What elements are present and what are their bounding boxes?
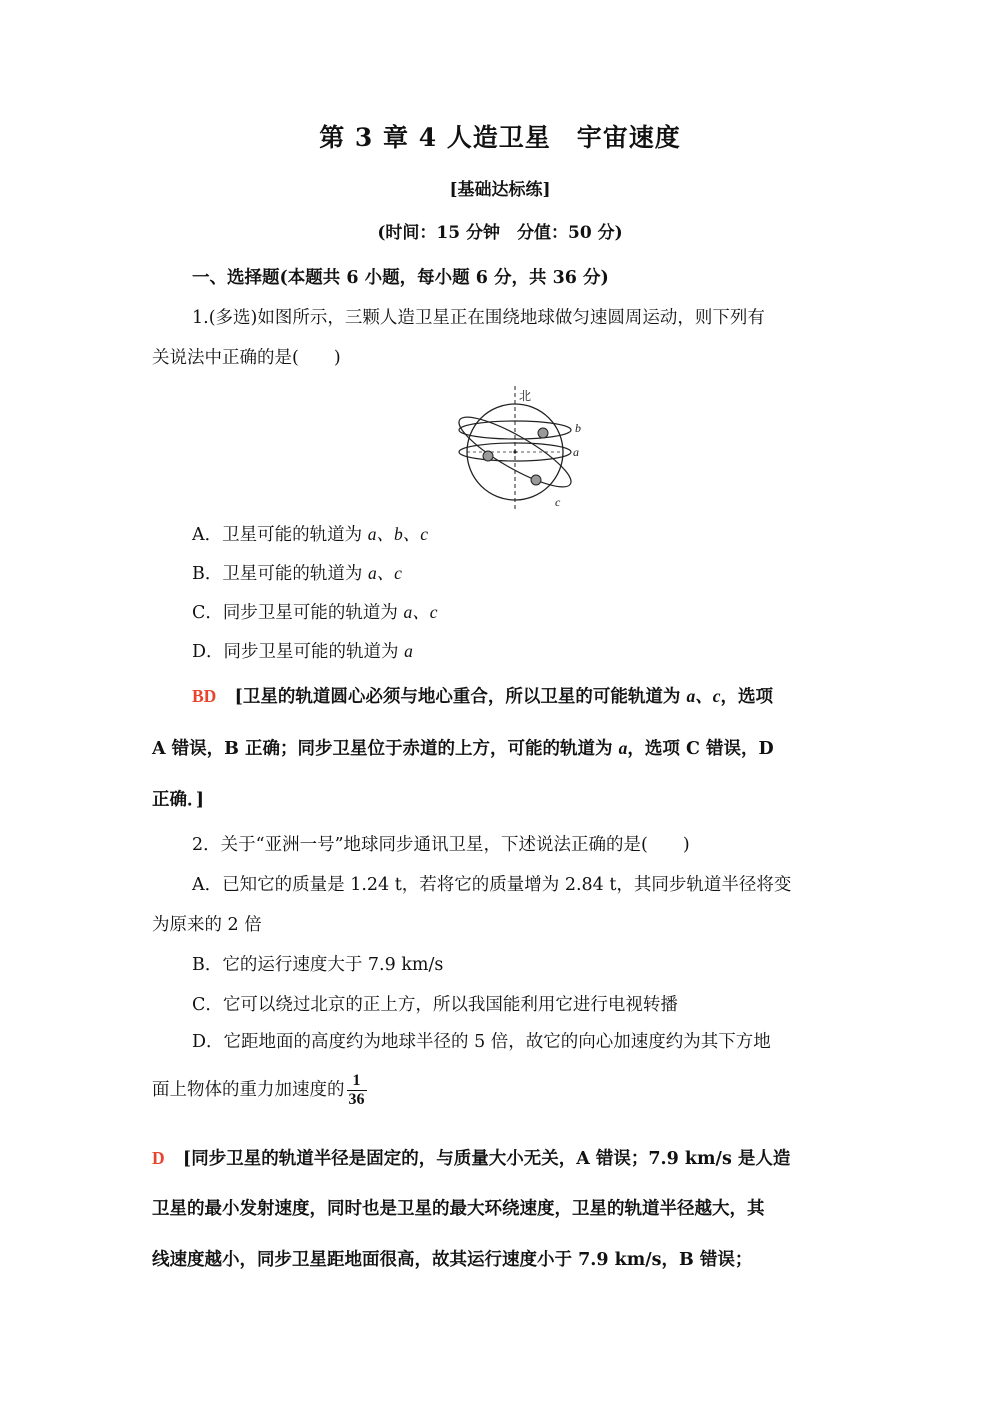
q2-stem: 2．关于“亚洲一号”地球同步通讯卫星，下述说法正确的是( ) [192,835,690,855]
q1-option-d: D．同步卫星可能的轨道为 a [192,641,413,662]
q1-answer-line3: 正确．] [152,790,205,810]
q1-option-c: C．同步卫星可能的轨道为 a、c [192,602,438,623]
q1-stem-line1: 1.(多选)如图所示，三颗人造卫星正在围绕地球做匀速圆周运动，则下列有 [192,308,765,328]
page-title: 第 3 章 4 人造卫星 宇宙速度 [319,123,681,152]
q2-option-a-line1: A．已知它的质量是 1.24 t，若将它的质量增为 2.84 t，其同步轨道半径将变 [192,875,792,895]
q2-option-c: C．它可以绕过北京的正上方，所以我国能利用它进行电视转播 [192,995,678,1015]
earth-center [513,450,516,453]
label-b: b [575,421,581,435]
exercise-type-label: [基础达标练] [449,180,551,200]
q2-option-d-line2: 面上物体的重力加速度的 $\frac{1}{36}$ [152,1072,365,1108]
time-score-info: (时间：15 分钟 分值：50 分) [377,223,623,243]
q2-option-b: B．它的运行速度大于 7.9 km/s [192,955,444,975]
q1-answer-line1: BD [卫星的轨道圆心必须与地心重合，所以卫星的可能轨道为 a、c，选项 [192,686,773,707]
north-label: 北 [519,389,532,403]
q2-answer-line1: D [同步卫星的轨道半径是固定的，与质量大小无关，A 错误；7.9 km/s 是人造 [152,1148,791,1169]
label-a: a [573,445,579,459]
fraction-one-36: $\frac{1}{36}$ [348,1072,365,1108]
q2-option-d-line1: D．它距地面的高度约为地球半径的 5 倍，故它的向心加速度约为其下方地 [192,1032,771,1052]
satellite-b [538,428,548,438]
q2-option-a-line2: 为原来的 2 倍 [152,915,262,935]
satellite-a [483,451,493,461]
q2-answer-letter: D [152,1148,165,1168]
q2-answer-line2: 卫星的最小发射速度，同时也是卫星的最大环绕速度，卫星的轨道半径越大，其 [152,1199,765,1219]
satellite-orbit-diagram [455,384,590,512]
q1-stem-line2: 关说法中正确的是( ) [152,348,341,368]
satellite-c [531,475,541,485]
q1-option-a: A．卫星可能的轨道为 a、b、c [192,524,428,545]
q1-answer-letter: BD [192,686,217,706]
q2-answer-line3: 线速度越小，同步卫星距地面很高，故其运行速度小于 7.9 km/s，B 错误； [152,1250,753,1270]
section-heading: 一、选择题(本题共 6 小题，每小题 6 分，共 36 分) [192,268,609,288]
q1-option-b: B．卫星可能的轨道为 a、c [192,563,402,584]
q1-answer-line2: A 错误，B 正确；同步卫星位于赤道的上方，可能的轨道为 a，选项 C 错误，D [152,738,774,759]
label-c: c [555,495,561,509]
